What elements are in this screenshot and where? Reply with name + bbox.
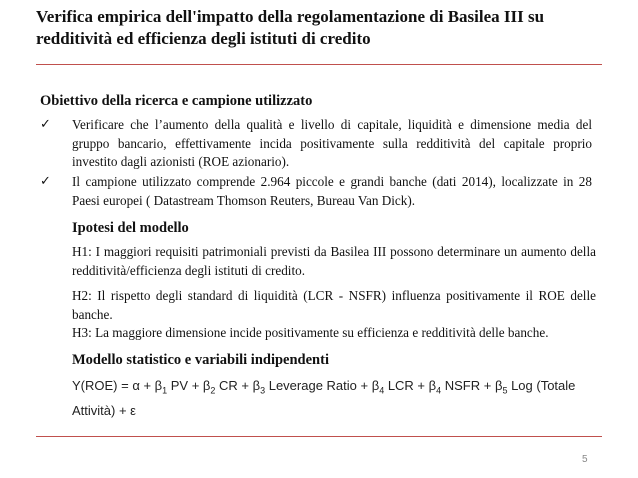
checkmark-icon: ✓ xyxy=(40,117,51,132)
objective-bullet-text: Verificare che l’aumento della qualità e livello di capitale, liquidità e dimensione media del gruppo bancario, effettivamente incida positivamente sulla redditività del capitale proprio investito dagli azionisti (ROE azionario). xyxy=(72,117,592,170)
formula-part: PV + β xyxy=(167,378,211,393)
hypothesis-h3: H3: La maggiore dimensione incide positivamente su efficienza e redditività delle banche. xyxy=(72,325,549,340)
formula-subscript: 2 xyxy=(210,385,216,396)
formula-subscript: 5 xyxy=(502,385,508,396)
checkmark-icon: ✓ xyxy=(40,174,51,189)
top-divider xyxy=(36,64,602,65)
formula-part: CR + β xyxy=(215,378,261,393)
page-number: 5 xyxy=(582,454,588,465)
regression-formula xyxy=(72,376,602,420)
formula-part: Leverage Ratio + β xyxy=(265,378,380,393)
objective-bullet-text: Il campione utilizzato comprende 2.964 piccole e grandi banche (dati 2014), localizzate in 28 Paesi europei ( Datastream Thomson Reuters, Bureau Van Dick). xyxy=(72,174,592,208)
formula-subscript: 4 xyxy=(436,385,442,396)
formula-part: Y(ROE) = α + β xyxy=(72,378,163,393)
formula-subscript: 4 xyxy=(379,385,385,396)
hypothesis-h2: H2: Il rispetto degli standard di liquidità (LCR - NSFR) influenza positivamente il ROE delle banche. xyxy=(72,288,596,322)
hypothesis-h1: H1: I maggiori requisiti patrimoniali previsti da Basilea III possono determinare un aumento della redditività/efficienza degli istituti di credito. xyxy=(72,244,596,278)
formula-part: Log (Totale Attività) + ε xyxy=(72,378,576,418)
objective-bullet xyxy=(40,116,602,172)
slide-title: Verifica empirica dell'impatto della regolamentazione di Basilea III su redditività ed efficienza degli istituti di credito xyxy=(36,7,545,48)
objective-heading: Obiettivo della ricerca e campione utilizzato xyxy=(40,93,313,109)
bottom-divider xyxy=(36,436,602,437)
hypotheses-heading: Ipotesi del modello xyxy=(72,220,189,236)
objective-bullet xyxy=(40,173,602,210)
formula-part: LCR + β xyxy=(384,378,437,393)
formula-part: NSFR + β xyxy=(441,378,503,393)
formula-subscript: 1 xyxy=(162,385,168,396)
formula-subscript: 3 xyxy=(260,385,266,396)
model-heading: Modello statistico e variabili indipendenti xyxy=(72,352,329,368)
